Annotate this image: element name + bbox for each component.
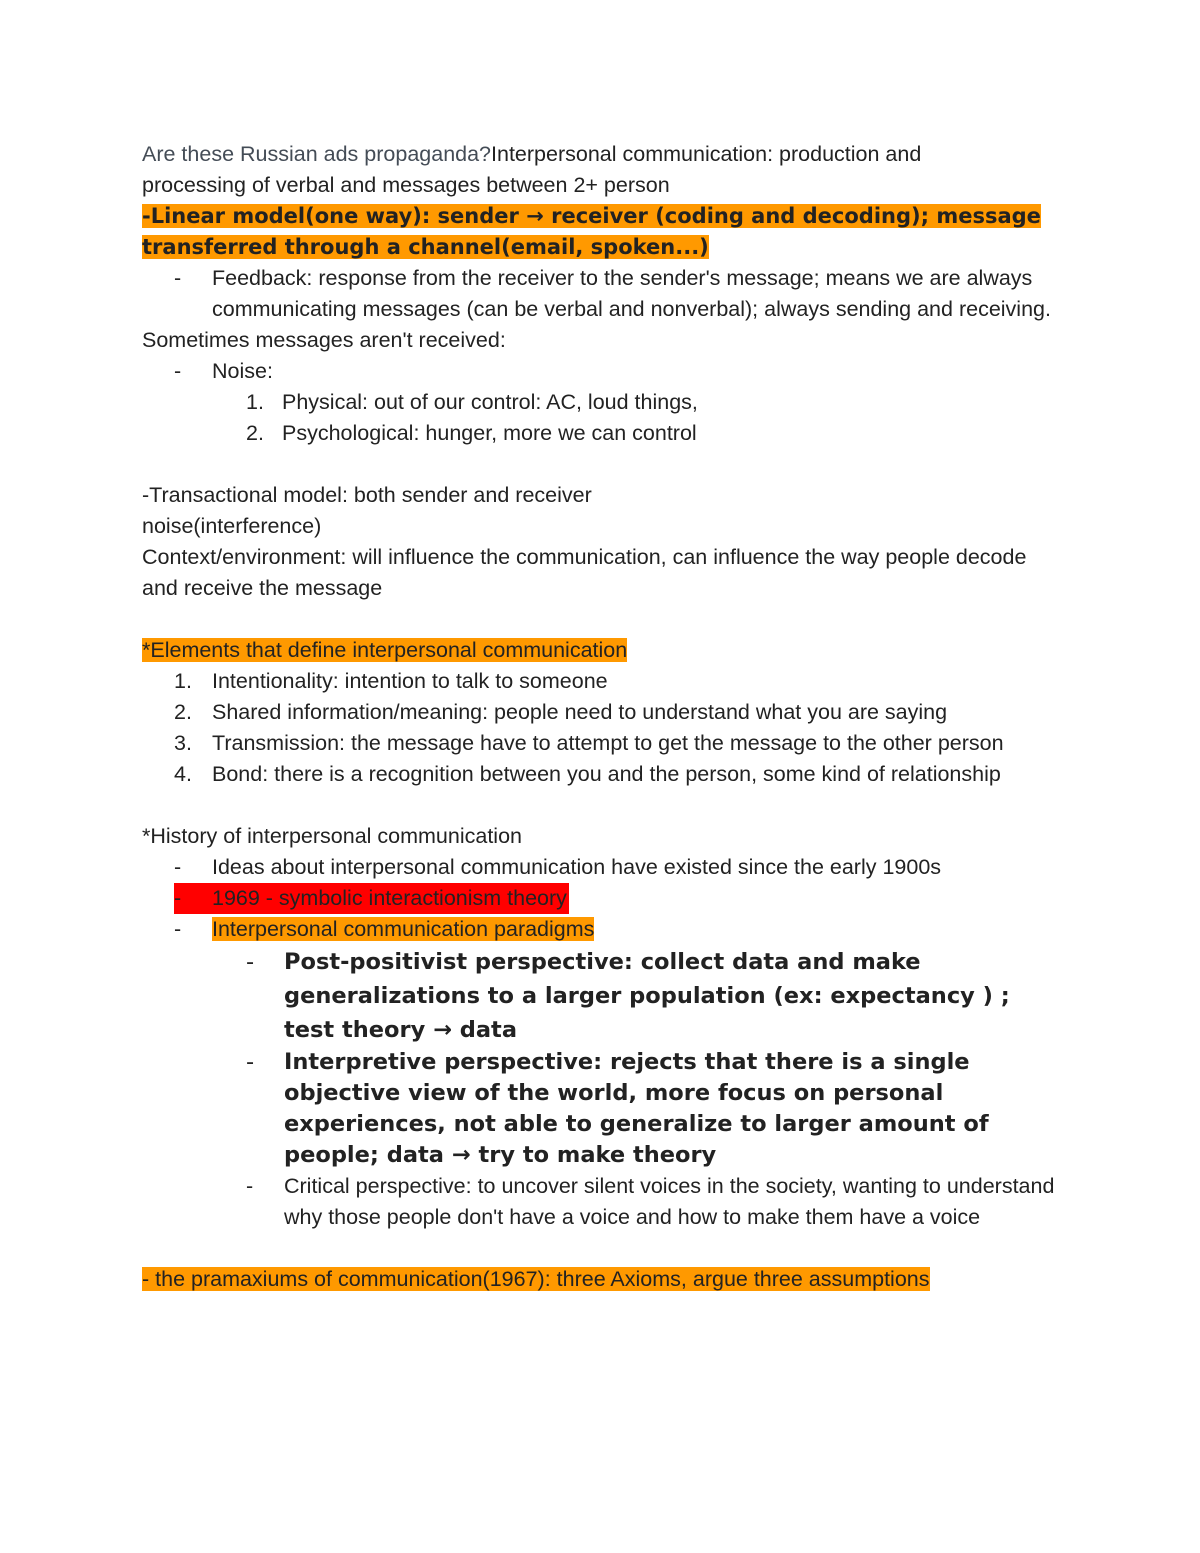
bullet-dash: -	[246, 949, 255, 975]
history-heading: *History of interpersonal communication	[142, 824, 522, 848]
number-marker: 2.	[246, 421, 264, 445]
spacer	[142, 790, 1062, 821]
spacer	[142, 449, 1062, 480]
history-item	[142, 914, 1062, 945]
history-item	[142, 883, 1062, 914]
noise-item	[142, 356, 1062, 387]
history-ideas: Ideas about interpersonal communication have existed since the early 1900s	[212, 855, 942, 879]
elements-item	[142, 728, 1062, 759]
bullet-dash: -	[246, 1049, 255, 1075]
elements-item	[142, 666, 1062, 697]
number-marker: 4.	[174, 762, 192, 786]
intro-definition-line1: Interpersonal communication: production and	[491, 142, 922, 166]
noise-heading: Sometimes messages aren't received:	[142, 328, 506, 352]
element-intentionality: Intentionality: intention to talk to someone	[212, 669, 608, 693]
element-shared-info: Shared information/meaning: people need to understand what you are saying	[212, 700, 948, 724]
elements-heading-text: *Elements that define interpersonal communication	[142, 638, 628, 662]
intro-paragraph	[142, 139, 1062, 201]
pragmatics-line	[142, 1264, 1062, 1295]
history-1969: 1969 - symbolic interactionism theory	[212, 886, 567, 910]
linear-model-heading	[142, 201, 1062, 263]
paradigm-critical: Critical perspective: to uncover silent voices in the society, wanting to understand why those people don't have a voice and how to make them have a voice	[284, 1174, 1055, 1229]
history-item	[142, 852, 1062, 883]
bullet-dash: -	[174, 359, 182, 383]
intro-question: Are these Russian ads propaganda?	[142, 142, 492, 166]
noise-label: Noise:	[212, 359, 273, 383]
bullet-dash: -	[246, 1174, 254, 1198]
paradigm-item	[142, 945, 1062, 1047]
spacer	[142, 604, 1062, 635]
bullet-dash: -	[174, 917, 182, 941]
noise-sub-item	[142, 387, 1062, 418]
paradigm-item	[142, 1047, 1062, 1171]
linear-model-text: -Linear model(one way): sender → receiver (coding and decoding); message transferred through a channel(email, spoken...)	[142, 204, 1041, 259]
elements-heading	[142, 635, 1062, 666]
intro-definition-line2: processing of verbal and messages between 2+ person	[142, 173, 670, 197]
elements-item	[142, 697, 1062, 728]
number-marker: 1.	[174, 669, 192, 693]
paradigm-interpretive: Interpretive perspective: rejects that there is a single objective view of the world, more focus on personal experiences, not able to generalize to larger amount of people; data → try to make theory	[284, 1049, 989, 1168]
elements-item	[142, 759, 1062, 790]
noise-physical: Physical: out of our control: AC, loud things,	[282, 390, 698, 414]
feedback-item	[142, 263, 1062, 325]
transactional-line2: noise(interference)	[142, 514, 322, 538]
noise-sub-item	[142, 418, 1062, 449]
spacer	[142, 1233, 1062, 1264]
bullet-dash: -	[174, 266, 182, 290]
document-body	[142, 139, 1062, 1295]
number-marker: 1.	[246, 390, 264, 414]
pragmatics-text: - the pramaxiums of communication(1967): three Axioms, argue three assumptions	[142, 1267, 930, 1291]
paradigm-post-positivist: Post-positivist perspective: collect data and make generalizations to a larger population (ex: expectancy ) ; test theory → data	[284, 949, 1010, 1043]
number-marker: 3.	[174, 731, 192, 755]
feedback-text: Feedback: response from the receiver to the sender's message; means we are always communicating messages (can be verbal and nonverbal); always sending and receiving.	[212, 266, 1051, 321]
paradigm-item	[142, 1171, 1062, 1233]
element-bond: Bond: there is a recognition between you and the person, some kind of relationship	[212, 762, 1001, 786]
noise-psychological: Psychological: hunger, more we can control	[282, 421, 697, 445]
bullet-dash: -	[174, 886, 182, 910]
element-transmission: Transmission: the message have to attempt to get the message to the other person	[212, 731, 1004, 755]
transactional-line1: -Transactional model: both sender and receiver	[142, 483, 592, 507]
history-1969-highlight	[174, 883, 569, 914]
context-paragraph: Context/environment: will influence the communication, can influence the way people decode and receive the message	[142, 545, 1027, 600]
bullet-dash: -	[174, 855, 182, 879]
number-marker: 2.	[174, 700, 192, 724]
history-paradigms: Interpersonal communication paradigms	[212, 917, 595, 941]
